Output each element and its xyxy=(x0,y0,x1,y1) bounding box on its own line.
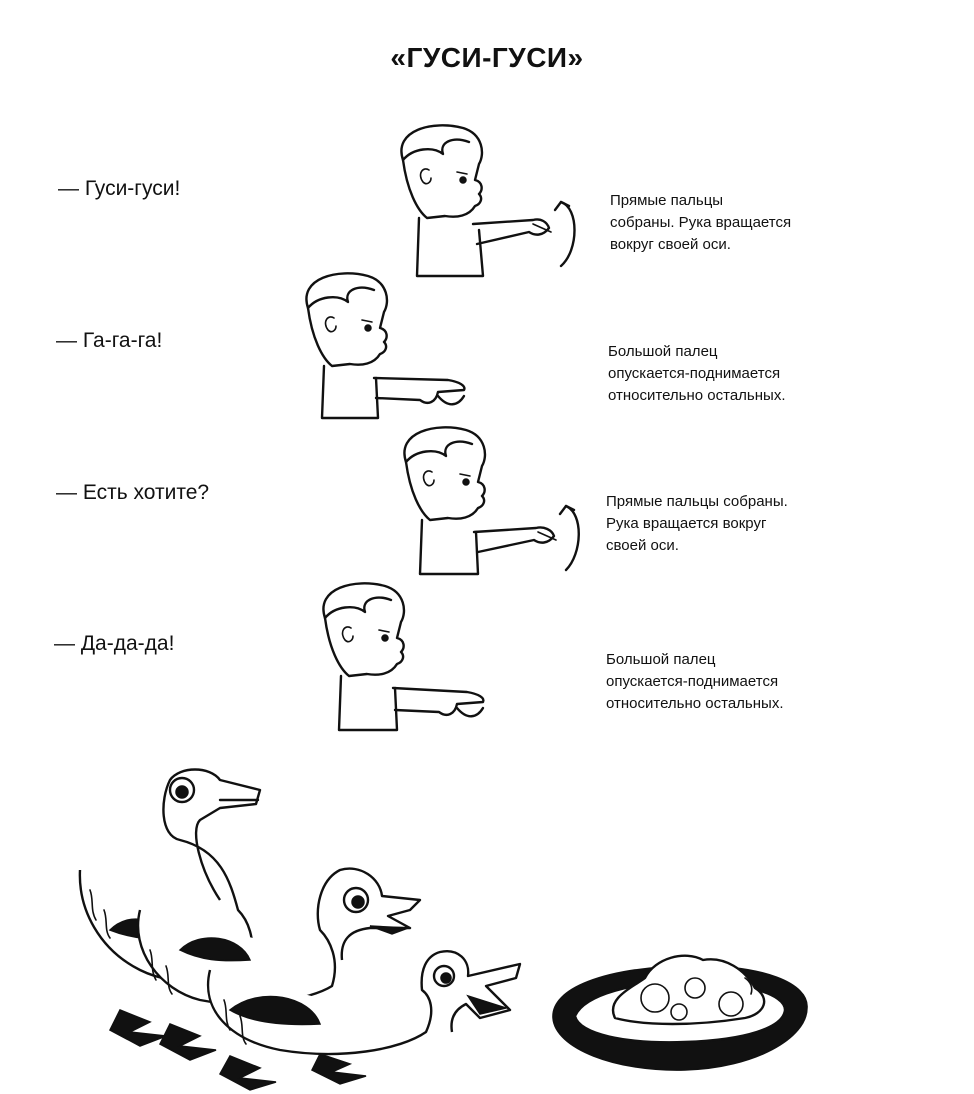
page-title: «ГУСИ-ГУСИ» xyxy=(390,42,584,73)
rhyme-line-3: — Есть хотите? xyxy=(56,481,210,504)
food-bowl-illustration xyxy=(545,948,815,1078)
gesture-description-1: Прямые пальцы собраны. Рука вращается вокруг своей оси. xyxy=(610,192,792,253)
gesture-description-3: Прямые пальцы собраны. Рука вращается вокруг своей оси. xyxy=(606,493,788,554)
boy-pointing-icon xyxy=(305,578,505,738)
boy-pointing-icon xyxy=(386,422,586,582)
gesture-description-4: Большой палец опускается-поднимается относительно остальных. xyxy=(606,651,784,712)
boy-pointing-icon xyxy=(383,120,583,280)
geese-illustration xyxy=(70,760,610,1090)
boy-pointing-icon xyxy=(288,268,488,428)
rhyme-line-4: — Да-да-да! xyxy=(54,632,175,655)
rhyme-line-1: — Гуси-гуси! xyxy=(58,177,181,200)
gesture-description-2: Большой палец опускается-поднимается относительно остальных. xyxy=(608,343,786,404)
rhyme-line-2: — Га-га-га! xyxy=(56,329,163,352)
